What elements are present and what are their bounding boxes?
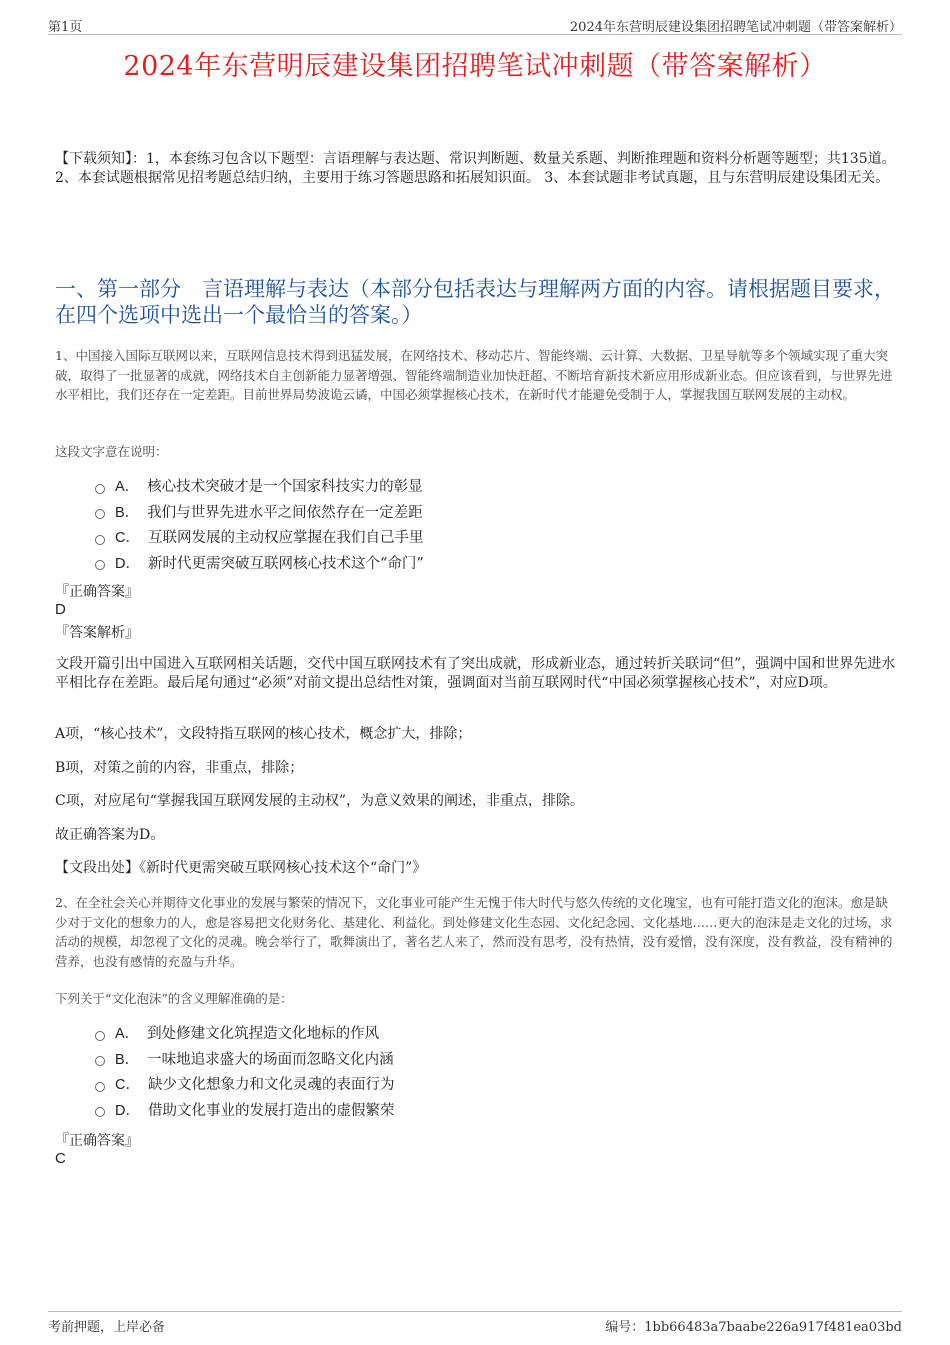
question-1-text: 1、中国接入国际互联网以来，互联网信息技术得到迅猛发展，在网络技术、移动芯片、智能终端、云计算、大数据、卫星导航等多个领域实现了重大突破，取得了一批显著的成就，网络技术自主创新能力显著增强、智能终端制造业加快赶超、不断培育新技术新应用形成新业态。但应该看到，与世界先进水平相比，我们还存在一定差距。目前世界局势波诡云谲，中国必须掌握核心技术，在新时代才能避免受制于人，掌握我国互联网发展的主动权。 <box>55 348 893 402</box>
radio-icon[interactable] <box>95 1107 105 1117</box>
question-1-analysis-p4: C项，对应尾句“掌握我国互联网发展的主动权”，为意义效果的阐述，非重点，排除。 <box>55 793 585 809</box>
radio-icon[interactable] <box>95 1056 105 1066</box>
footer-slogan: 考前押题，上岸必备 <box>48 1320 166 1335</box>
question-1-option-d[interactable]: D． 新时代更需突破互联网核心技术这个“命门” <box>95 550 424 576</box>
section-title: 一、第一部分 言语理解与表达（本部分包括表达与理解两方面的内容。请根据题目要求，在四个选项中选出一个最恰当的答案。） <box>55 277 895 327</box>
question-1-options <box>95 473 424 575</box>
question-1-analysis-p3: B项，对策之前的内容，非重点，排除； <box>55 760 304 776</box>
page-footer <box>48 1311 902 1334</box>
question-2-option-c[interactable]: C． 缺少文化想象力和文化灵魂的表面行为 <box>95 1071 394 1097</box>
page-header <box>48 14 902 35</box>
page-title: 2024年东营明辰建设集团招聘笔试冲刺题（带答案解析） <box>123 51 827 82</box>
radio-icon[interactable] <box>95 535 105 545</box>
page-number: 第1页 <box>48 20 83 35</box>
question-1-option-b[interactable]: B． 我们与世界先进水平之间依然存在一定差距 <box>95 499 424 525</box>
question-1-option-c[interactable]: C． 互联网发展的主动权应掌握在我们自己手里 <box>95 524 424 550</box>
radio-icon[interactable] <box>95 1082 105 1092</box>
question-1-prompt: 这段文字意在说明： <box>55 444 168 459</box>
question-1-option-a[interactable]: A． 核心技术突破才是一个国家科技实力的彰显 <box>95 473 424 499</box>
question-2-options <box>95 1020 394 1122</box>
question-1-answer: D <box>55 601 66 618</box>
question-2-option-b[interactable]: B． 一味地追求盛大的场面而忽略文化内涵 <box>95 1046 394 1072</box>
question-1-analysis-p2: A项，“核心技术”，文段特指互联网的核心技术，概念扩大，排除； <box>55 726 472 742</box>
question-1-answer-label: 『正确答案』 <box>55 584 139 600</box>
header-doc-title: 2024年东营明辰建设集团招聘笔试冲刺题（带答案解析） <box>569 20 902 35</box>
question-1-analysis-p5: 故正确答案为D。 <box>55 827 165 843</box>
question-2-text: 2、在全社会关心并期待文化事业的发展与繁荣的情况下，文化事业可能产生无愧于伟大时代与悠久传统的文化瑰宝，也有可能打造文化的泡沫。愈是缺少对于文化的想象力的人，愈是容易把文化财务化、基建化、利益化。到处修建文化生态园、文化纪念园、文化基地……更大的泡沫是走文化的过场，求活动的规模，却忽视了文化的灵魂。晚会举行了，歌舞演出了，著名艺人来了，然而没有思考，没有热情，没有爱憎，没有深度，没有教益，没有精神的营养，也没有感情的充盈与升华。 <box>55 895 893 969</box>
radio-icon[interactable] <box>95 484 105 494</box>
question-2-option-a[interactable]: A． 到处修建文化筑捏造文化地标的作风 <box>95 1020 394 1046</box>
radio-icon[interactable] <box>95 1031 105 1041</box>
question-1-analysis-label: 『答案解析』 <box>55 625 139 641</box>
radio-icon[interactable] <box>95 560 105 570</box>
radio-icon[interactable] <box>95 509 105 519</box>
question-1-source: 【文段出处】《新时代更需突破互联网核心技术这个“命门”》 <box>55 860 427 876</box>
question-2-prompt: 下列关于“文化泡沫”的含义理解准确的是： <box>55 991 293 1006</box>
download-notice: 【下载须知】：1，本套练习包含以下题型：言语理解与表达题、常识判断题、数量关系题、判断推理题和资料分析题等题型；共135道。 2、本套试题根据常见招考题总结归纳，主要用于练习答题思路和拓展知识面。 3、本套试题非考试真题，且与东营明辰建设集团无关。 <box>55 151 896 186</box>
footer-code: 编号：1bb66483a7baabe226a917f481ea03bd <box>605 1320 902 1335</box>
question-2-option-d[interactable]: D． 借助文化事业的发展打造出的虚假繁荣 <box>95 1097 394 1123</box>
question-2-answer-label: 『正确答案』 <box>55 1133 139 1149</box>
question-2-answer: C <box>55 1150 66 1167</box>
question-1-analysis-p1: 文段开篇引出中国进入互联网相关话题，交代中国互联网技术有了突出成就，形成新业态，通过转折关联词“但”，强调中国和世界先进水平相比存在差距。最后尾句通过“必须”对前文提出总结性对策，强调面对当前互联网时代“中国必须掌握核心技术”，对应D项。 <box>55 656 896 691</box>
